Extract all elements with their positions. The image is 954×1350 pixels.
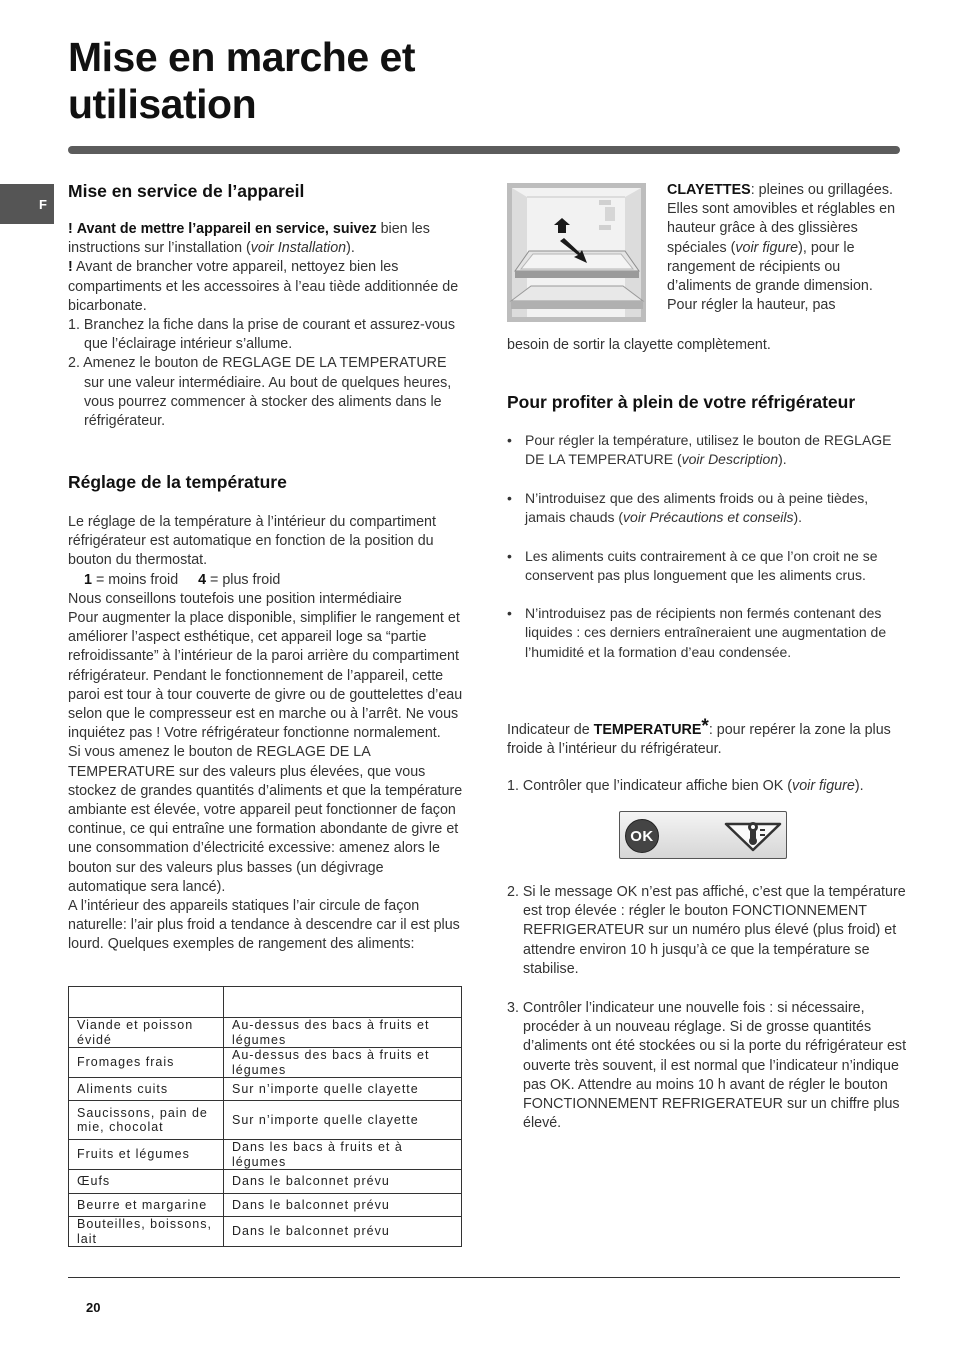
table-cell: Dans les bacs à fruits et à légumes <box>224 1140 462 1170</box>
cold-zone-icon <box>724 818 782 852</box>
table-cell: Fromages frais <box>69 1048 224 1078</box>
bold-text: Avant de mettre l’appareil en service, suivez <box>76 221 377 237</box>
reference-link: voir Description <box>681 451 779 468</box>
text: N’introduisez pas de récipients non fermés contenant des liquides : ces derniers entraîneraient une augmentation de l’humidité et la formation d’eau condensée. <box>525 605 887 660</box>
list-item: 1. Branchez la fiche dans la prise de courant et assurez-vous que l’éclairage intérieur s’allume. <box>68 317 456 353</box>
section-heading-reglage-temperature: Réglage de la température <box>68 472 287 492</box>
scale-value: = moins froid <box>95 571 179 588</box>
page-title-line1: Mise en marche et <box>68 34 415 80</box>
paragraph <box>667 200 901 296</box>
page-title <box>68 34 668 128</box>
list-item: 3. Contrôler l’indicateur une nouvelle fois : si nécessaire, procéder à un nouveau réglage. Si de grosse quantités d’aliments ont été stockées ou si la porte du réfrigérateur est ouverte très souvent, il est normal que l’indicateur n’indique pas OK. Attendre au moins 10 h avant de régler le bouton FONCTIONNEMENT REFRIGERATEUR sur un chiffre plus élevé. <box>507 1000 907 1132</box>
text: Elles sont amovibles et réglables en hauteur grâce à des glissières spéciales ( <box>667 201 896 256</box>
bullet-item <box>507 489 899 528</box>
table-row <box>69 1217 462 1247</box>
table-row <box>69 1170 462 1194</box>
table-header-row <box>69 987 462 1018</box>
table-cell <box>69 987 224 1018</box>
table-cell: Au-dessus des bacs à fruits et légumes <box>224 1018 462 1048</box>
food-storage-table <box>68 986 462 1247</box>
list-item: 2. Si le message OK n’est pas affiché, c’est que la température est trop élevée : régler le bouton FONCTIONNEMENT REFRIGERATEUR sur un numéro plus élevé (plus froid) et attendre environ 10 h jusqu’à ce que la température se stabilise. <box>507 884 906 977</box>
footer-rule <box>68 1277 900 1278</box>
table-row <box>69 1018 462 1048</box>
bold-text: CLAYETTES <box>667 182 751 198</box>
bullet-mark: • <box>507 548 512 564</box>
section-heading-profiter: Pour profiter à plein de votre réfrigérateur <box>507 392 856 412</box>
ok-indicator <box>625 819 659 853</box>
table-cell: Sur n’importe quelle clayette <box>224 1078 462 1101</box>
page-title-line2: utilisation <box>68 81 257 127</box>
paragraph: Si vous amenez le bouton de REGLAGE DE LA TEMPERATURE sur des valeurs plus élevées, que vous stockez de grandes quantités d’aliments et que la température ambiante est élevée, votre appareil peut fonctionner de façon continue, ce qui entraîne une formation abondante de givre et une consommation d’électricité excessive: amenez alors le bouton sur des valeurs plus basses (un dégivrage automatique sera lancé). <box>68 744 463 895</box>
bullet-item <box>507 604 899 662</box>
bullet-mark: • <box>507 490 512 506</box>
ok-label: OK <box>630 827 654 845</box>
scale-key: 1 <box>84 571 92 588</box>
text: : pleines ou grillagées. <box>750 182 893 198</box>
text: 1. Contrôler que l’indicateur affiche bien OK ( <box>507 778 793 794</box>
text: Les aliments cuits contrairement à ce que l’on croit ne se conservent pas plus longuement que les aliments crus. <box>525 548 878 584</box>
text: Pour régler la température, utilisez le bouton de REGLAGE DE LA TEMPERATURE ( <box>525 432 892 468</box>
list-item: 2. Amenez le bouton de REGLAGE DE LA TEMPERATURE sur une valeur intermédiaire. Au bout de quelques heures, vous pourrez commencer à stocker des aliments dans le réfrigérateur. <box>68 355 452 430</box>
table-row <box>69 1101 462 1140</box>
text: ). <box>346 240 355 257</box>
thermostat-scale <box>68 571 464 590</box>
bullet-item <box>507 547 899 586</box>
temperature-indicator-figure <box>619 811 787 859</box>
table-cell: Dans le balconnet prévu <box>224 1170 462 1194</box>
text: ). <box>778 451 787 468</box>
text: : pour repérer la zone la plus froide à l’intérieur du réfrigérateur. <box>507 722 891 758</box>
title-rule <box>68 146 900 154</box>
language-tab <box>0 184 54 224</box>
paragraph <box>68 258 462 316</box>
reference-link: voir Installation <box>250 240 347 257</box>
reference-link: voir figure <box>735 239 799 256</box>
shelves-description <box>667 181 901 315</box>
table-cell: Œufs <box>69 1170 224 1194</box>
table-cell: Dans le balconnet prévu <box>224 1194 462 1217</box>
table-cell: Fruits et légumes <box>69 1140 224 1170</box>
text: bien les instructions sur l’installation ( <box>68 221 430 257</box>
reference-link: voir Précautions et conseils <box>623 509 794 526</box>
reference-link: voir figure <box>792 778 855 794</box>
table-row <box>69 1078 462 1101</box>
text: Avant de brancher votre appareil, nettoyez bien les compartiments et les accessoires à l’eau tiède additionnée de bicarbonate. <box>68 259 459 314</box>
table-row <box>69 1140 462 1170</box>
temperature-indicator-intro <box>507 716 901 759</box>
bullet-mark: • <box>507 432 512 448</box>
table-row <box>69 1048 462 1078</box>
paragraph <box>667 181 901 200</box>
page-number: 20 <box>86 1300 101 1315</box>
text: ). <box>854 778 864 794</box>
table-cell: Dans le balconnet prévu <box>224 1217 462 1247</box>
list-item <box>507 777 917 796</box>
paragraph: Pour régler la hauteur, pas <box>667 297 836 314</box>
bullet-item <box>507 431 899 470</box>
scale-key: 4 <box>198 571 207 588</box>
paragraph: A l’intérieur des appareils statiques l’air circule de façon naturelle: l’air plus froid a tendance à descendre car il est plus lourd. Quelques exemples de rangement des aliments: <box>68 898 460 953</box>
section-heading-mise-en-service: Mise en service de l’appareil <box>68 181 305 201</box>
table-row <box>69 1194 462 1217</box>
shelf-illustration <box>507 183 646 322</box>
table-cell: Bouteilles, boissons, lait <box>69 1217 224 1247</box>
scale-value: = plus froid <box>210 571 281 588</box>
text: ), pour le rangement de récipients ou d’aliments de grande dimension. <box>667 239 873 295</box>
paragraph: Nous conseillons toutefois une position intermédiaire <box>68 590 402 607</box>
text: ). <box>793 509 803 526</box>
table-cell: Viande et poisson évidé <box>69 1018 224 1048</box>
bold-text: TEMPERATURE <box>593 722 702 738</box>
shelf-figure <box>507 183 646 322</box>
footnote-star: * <box>701 716 709 737</box>
section-mise-en-service-body <box>68 220 462 431</box>
warning-mark: ! <box>68 221 73 237</box>
table-cell: Beurre et margarine <box>69 1194 224 1217</box>
warning-mark: ! <box>68 259 73 276</box>
text: Indicateur de <box>507 722 590 738</box>
table-cell: Sur n’importe quelle clayette <box>224 1101 462 1140</box>
text: N’introduisez que des aliments froids ou à peine tièdes, jamais chauds ( <box>525 490 869 526</box>
paragraph: Le réglage de la température à l’intérieur du compartiment réfrigérateur est automatique en fonction de la position du bouton du thermostat. <box>68 514 436 569</box>
table-cell <box>224 987 462 1018</box>
section-reglage-body <box>68 513 464 955</box>
language-tab-label: F <box>39 196 47 212</box>
bullet-mark: • <box>507 605 512 621</box>
table-cell: Saucissons, pain de mie, chocolat <box>69 1101 224 1140</box>
paragraph: besoin de sortir la clayette complètement. <box>507 337 771 353</box>
table-cell: Au-dessus des bacs à fruits et légumes <box>224 1048 462 1078</box>
paragraph: Pour augmenter la place disponible, simplifier le rangement et améliorer l’aspect esthétique, cet appareil loge sa “partie refroidissante” à l’intérieur de la paroi arrière du compartiment réfrigérateur. Pendant le fonctionnement de l’appareil, cette paroi est tour à tour couverte de givre ou de gouttelettes d’eau selon que le compresseur est en marche ou à l’arrêt. Ne vous inquiétez pas ! Votre réfrigérateur fonctionne normalement. <box>68 610 463 742</box>
paragraph <box>68 220 462 258</box>
table-cell: Aliments cuits <box>69 1078 224 1101</box>
